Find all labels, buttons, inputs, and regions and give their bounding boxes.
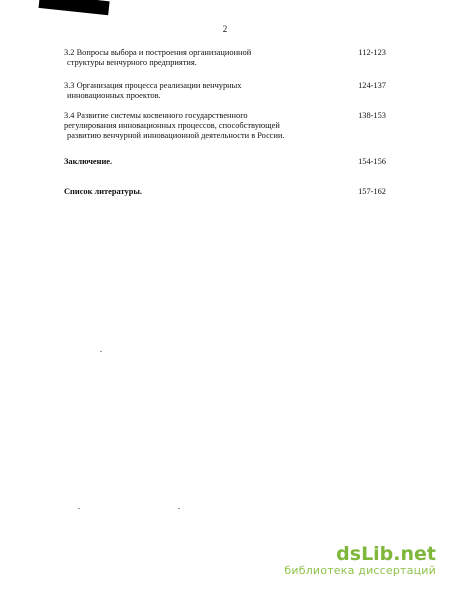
toc-entry-line: 3.3 Организация процесса реализации венчурных [64,81,242,90]
toc-entry-title [64,157,326,167]
toc-entry-line: структуры венчурного предприятия. [67,58,197,67]
toc-entry-pages: 124-137 [358,81,386,90]
toc-entry-line: инновационных проектов. [67,91,161,100]
toc-entry-pages: 157-162 [358,187,386,196]
watermark [284,544,436,578]
toc-entry-pages: 112-123 [358,48,386,57]
page-number: 2 [222,24,228,34]
toc-entry-line: Список литературы. [64,187,142,196]
toc-entry-title [64,48,326,68]
toc-entry-title [64,187,326,197]
toc-entry-line: 3.2 Вопросы выбора и построения организационной [64,48,252,57]
toc-entry-line: регулирования инновационных процессов, способствующей [64,121,280,130]
scan-corner-mark [39,0,110,15]
scan-speck [100,351,102,352]
toc-entry-line: 3.4 Развитие системы косвенного государственного [64,111,248,120]
toc-entry-line: Заключение. [64,157,113,166]
scan-speck [178,508,180,509]
toc-entry-title [64,111,326,141]
scan-speck [78,508,80,509]
toc-entry-pages: 138-153 [358,111,386,120]
watermark-tagline: библиотека диссертаций [284,564,436,577]
toc-entry-title [64,81,326,101]
toc-entry-pages: 154-156 [358,157,386,166]
toc-entry-line: развитию венчурной инновационной деятельности в России. [67,131,285,140]
watermark-logo: dsLib.net [336,543,436,565]
